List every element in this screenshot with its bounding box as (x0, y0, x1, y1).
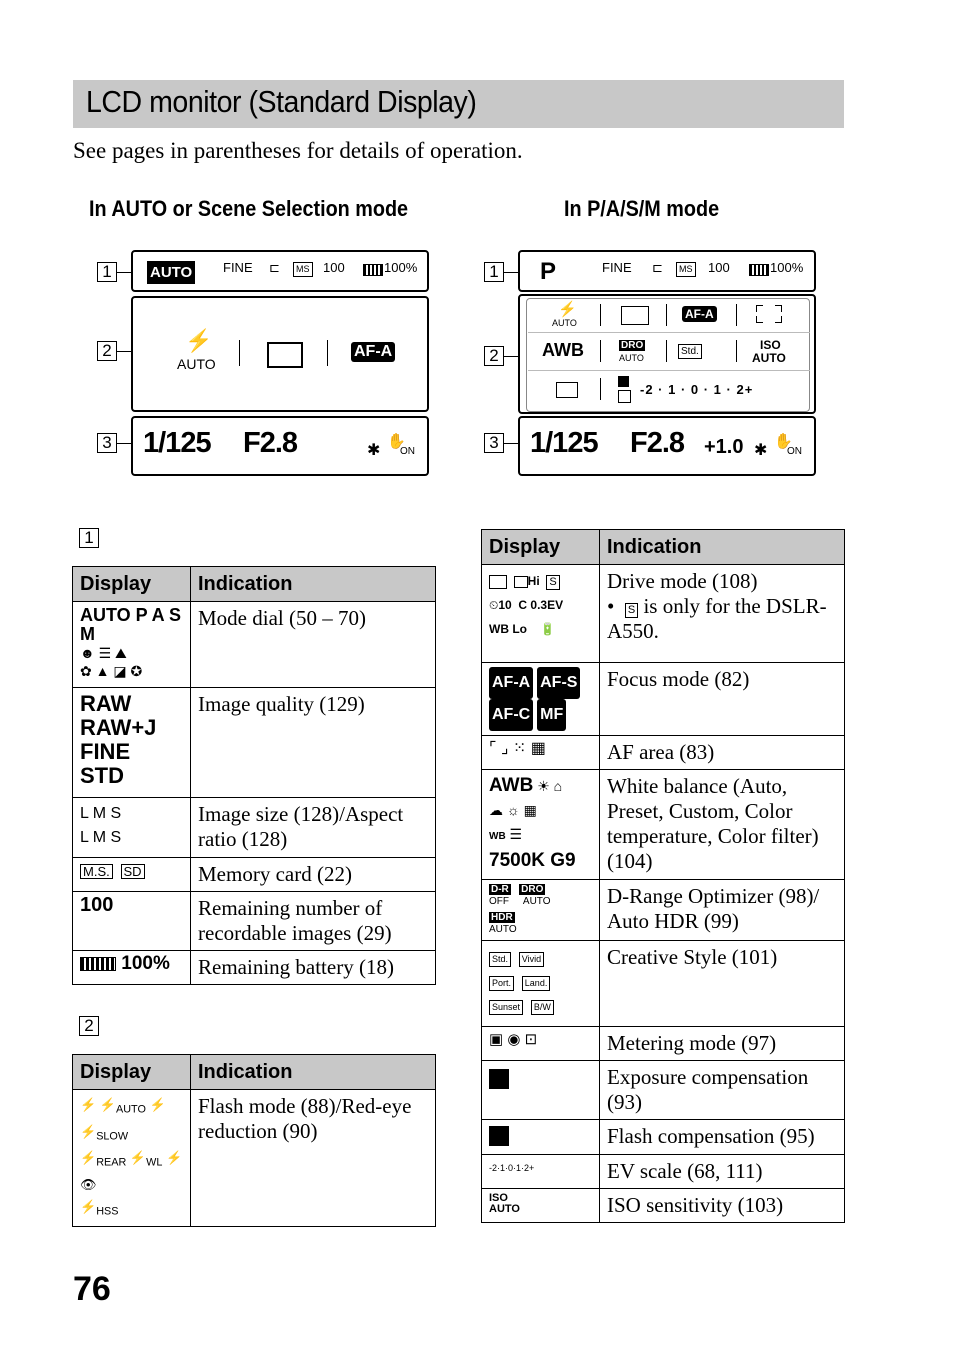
battery-icon (80, 957, 116, 971)
iso-sub: AUTO (752, 351, 786, 365)
display-cell: RAW RAW+J FINE STD (73, 688, 191, 798)
indication-cell: Mode dial (50 – 70) (191, 602, 436, 688)
col-indication: Indication (191, 1055, 436, 1090)
indication-cell: Metering mode (97) (600, 1027, 845, 1061)
indication-cell: Image quality (129) (191, 688, 436, 798)
battery-value: 100% (770, 260, 804, 275)
table2 (72, 1054, 436, 1227)
indication-cell: Image size (128)/Aspect ratio (128) (191, 798, 436, 858)
lcd-middle-row (131, 296, 429, 412)
table-row (482, 663, 845, 736)
col-indication: Indication (191, 567, 436, 602)
battery-value: 100% (384, 260, 418, 275)
page-title: LCD monitor (Standard Display) (86, 84, 477, 119)
aperture-value: F2.8 (630, 427, 685, 459)
indication-cell: Flash mode (88)/Red-eye reduction (90) (191, 1090, 436, 1227)
display-cell: 100% (73, 951, 191, 985)
lcd-bottom-row (518, 416, 816, 476)
auto-mode-icon: AUTO (147, 261, 195, 284)
col-indication: Indication (600, 530, 845, 565)
dro-sub: AUTO (619, 353, 644, 363)
image-size-icon: ⊏ (269, 260, 280, 275)
memory-card-icon: MS (293, 262, 313, 277)
lcd-top-row (131, 250, 429, 292)
table-row (482, 770, 845, 880)
col-display: Display (482, 530, 600, 565)
flash-mode-label: AUTO (552, 318, 577, 328)
callout-2: 2 (97, 341, 117, 361)
table-row (482, 1189, 845, 1223)
remaining-count: 100 (708, 260, 730, 275)
table-row (73, 688, 436, 798)
indication-cell: Remaining battery (18) (191, 951, 436, 985)
lcd-middle-row (518, 294, 816, 414)
table-header-row (482, 530, 845, 565)
exposure-comp-icon (489, 1069, 509, 1089)
indication-cell: ISO sensitivity (103) (600, 1189, 845, 1223)
table-row (73, 798, 436, 858)
lcd-auto-diagram (97, 248, 432, 478)
ev-scale: -2 · 1 · 0 · 1 · 2+ (640, 382, 754, 397)
display-cell: ⌜ ⌟ ⁙ ▦ (482, 736, 600, 770)
battery-icon (749, 264, 769, 276)
indication-cell: Creative Style (101) (600, 941, 845, 1027)
indication-cell: AF area (83) (600, 736, 845, 770)
steadyshot-icon: ✋ (387, 433, 406, 450)
display-cell: D-R DRO OFF AUTO HDR AUTO (482, 880, 600, 941)
right-heading: In P/A/S/M mode (564, 196, 720, 221)
mode-value: P (540, 258, 557, 285)
left-heading: In AUTO or Scene Selection mode (89, 196, 409, 221)
indication-cell: Exposure compensation (93) (600, 1061, 845, 1120)
shutter-speed: 1/125 (530, 427, 598, 459)
steadyshot-on: ON (787, 446, 802, 457)
table1 (72, 566, 436, 985)
table-row (73, 602, 436, 688)
focus-mode-badge: AF-A (682, 306, 717, 322)
display-cell: Hi S ⏲10 C 0.3EV WB Lo 🔋 (482, 565, 600, 663)
display-cell: 100 (73, 892, 191, 951)
indication-cell: EV scale (68, 111) (600, 1155, 845, 1189)
table-row (482, 736, 845, 770)
display-cell: ISO AUTO (482, 1189, 600, 1223)
display-cell: -2·1·0·1·2+ (482, 1155, 600, 1189)
drive-mode-icon (267, 342, 303, 368)
table-row (482, 1155, 845, 1189)
creative-style-icon: Std. (678, 344, 702, 359)
table2-label: 2 (79, 1016, 99, 1036)
lcd-pasm-diagram (484, 248, 819, 478)
focus-mode-badge: AF-A (351, 342, 395, 362)
table-header-row (73, 567, 436, 602)
display-cell: ▣ ◉ ⊡ (482, 1027, 600, 1061)
indication-cell: Flash compensation (95) (600, 1120, 845, 1155)
section-title-bar (73, 80, 844, 128)
exposure-value: +1.0 (704, 436, 744, 458)
display-cell: L M S L M S (73, 798, 191, 858)
image-size-icon: ⊏ (652, 260, 663, 275)
table1-label: 1 (79, 528, 99, 548)
table-row (482, 1027, 845, 1061)
table-row (482, 1120, 845, 1155)
table-row (482, 880, 845, 941)
table-row (73, 858, 436, 892)
indication-cell: Remaining number of recordable images (29) (191, 892, 436, 951)
ae-lock-icon: ✱ (367, 442, 381, 459)
table-row (73, 1090, 436, 1227)
display-cell: AUTO P A S M ☻ ☰ ⛰ ✿ ▲ ◪ ✪ (73, 602, 191, 688)
callout-3: 3 (484, 433, 504, 453)
display-cell: ⚡ $⚡_{AUTO}$ ⚡ $⚡_{SLOW}$ $⚡_{REAR}$ $⚡_{WL}$ ⚡👁 $⚡_{HSS}$ (73, 1090, 191, 1227)
indication-cell: White balance (Auto, Preset, Custom, Color temperature, Color filter) (104) (600, 770, 845, 880)
lcd-bottom-row (131, 416, 429, 476)
steadyshot-on: ON (400, 446, 415, 457)
flash-comp-icon (618, 390, 631, 403)
lcd-top-row (518, 250, 816, 292)
display-cell (482, 1061, 600, 1120)
callout-2: 2 (484, 346, 504, 366)
table3 (481, 529, 845, 1223)
display-cell: AF-A AF-S AF-C MF (482, 663, 600, 736)
dro-icon: DRO (621, 340, 644, 351)
col-display: Display (73, 1055, 191, 1090)
iso-label: ISO (760, 338, 781, 352)
display-cell: AWB ☀ ⌂ ☁ ☼ ▦ WB ☰ 7500K G9 (482, 770, 600, 880)
flash-icon: ⚡ (185, 328, 213, 353)
callout-3: 3 (97, 433, 117, 453)
table-row (482, 1061, 845, 1120)
memory-card-icon: MS (676, 262, 696, 277)
display-cell: Std. Vivid Port. Land. Sunset B/W (482, 941, 600, 1027)
table-row (482, 941, 845, 1027)
col-display: Display (73, 567, 191, 602)
indication-cell: Drive mode (108) • S is only for the DSLR-A550. (600, 565, 845, 663)
page-number: 76 (73, 1270, 111, 1308)
af-area-icon (756, 305, 782, 323)
ae-lock-icon: ✱ (754, 442, 768, 459)
callout-1: 1 (484, 262, 504, 282)
shutter-speed: 1/125 (143, 427, 211, 459)
table-row (482, 565, 845, 663)
display-cell (482, 1120, 600, 1155)
metering-icon (556, 382, 578, 398)
quality-value: FINE (602, 260, 632, 275)
table-row (73, 951, 436, 985)
quality-value: FINE (223, 260, 253, 275)
remaining-count: 100 (323, 260, 345, 275)
flash-comp-icon (489, 1126, 509, 1146)
indication-cell: Memory card (22) (191, 858, 436, 892)
intro-text: See pages in parentheses for details of operation. (73, 138, 523, 163)
flash-mode-label: AUTO (177, 356, 216, 372)
flash-icon: ⚡ (558, 301, 577, 318)
indication-cell: D-Range Optimizer (98)/ Auto HDR (99) (600, 880, 845, 941)
white-balance-value: AWB (542, 340, 584, 360)
drive-mode-icon (621, 306, 649, 325)
indication-cell: Focus mode (82) (600, 663, 845, 736)
steadyshot-icon: ✋ (774, 433, 793, 450)
battery-icon (363, 264, 383, 276)
table-header-row (73, 1055, 436, 1090)
aperture-value: F2.8 (243, 427, 298, 459)
exposure-comp-icon (618, 376, 629, 387)
table-row (73, 892, 436, 951)
callout-1: 1 (97, 262, 117, 282)
display-cell: M.S. SD (73, 858, 191, 892)
